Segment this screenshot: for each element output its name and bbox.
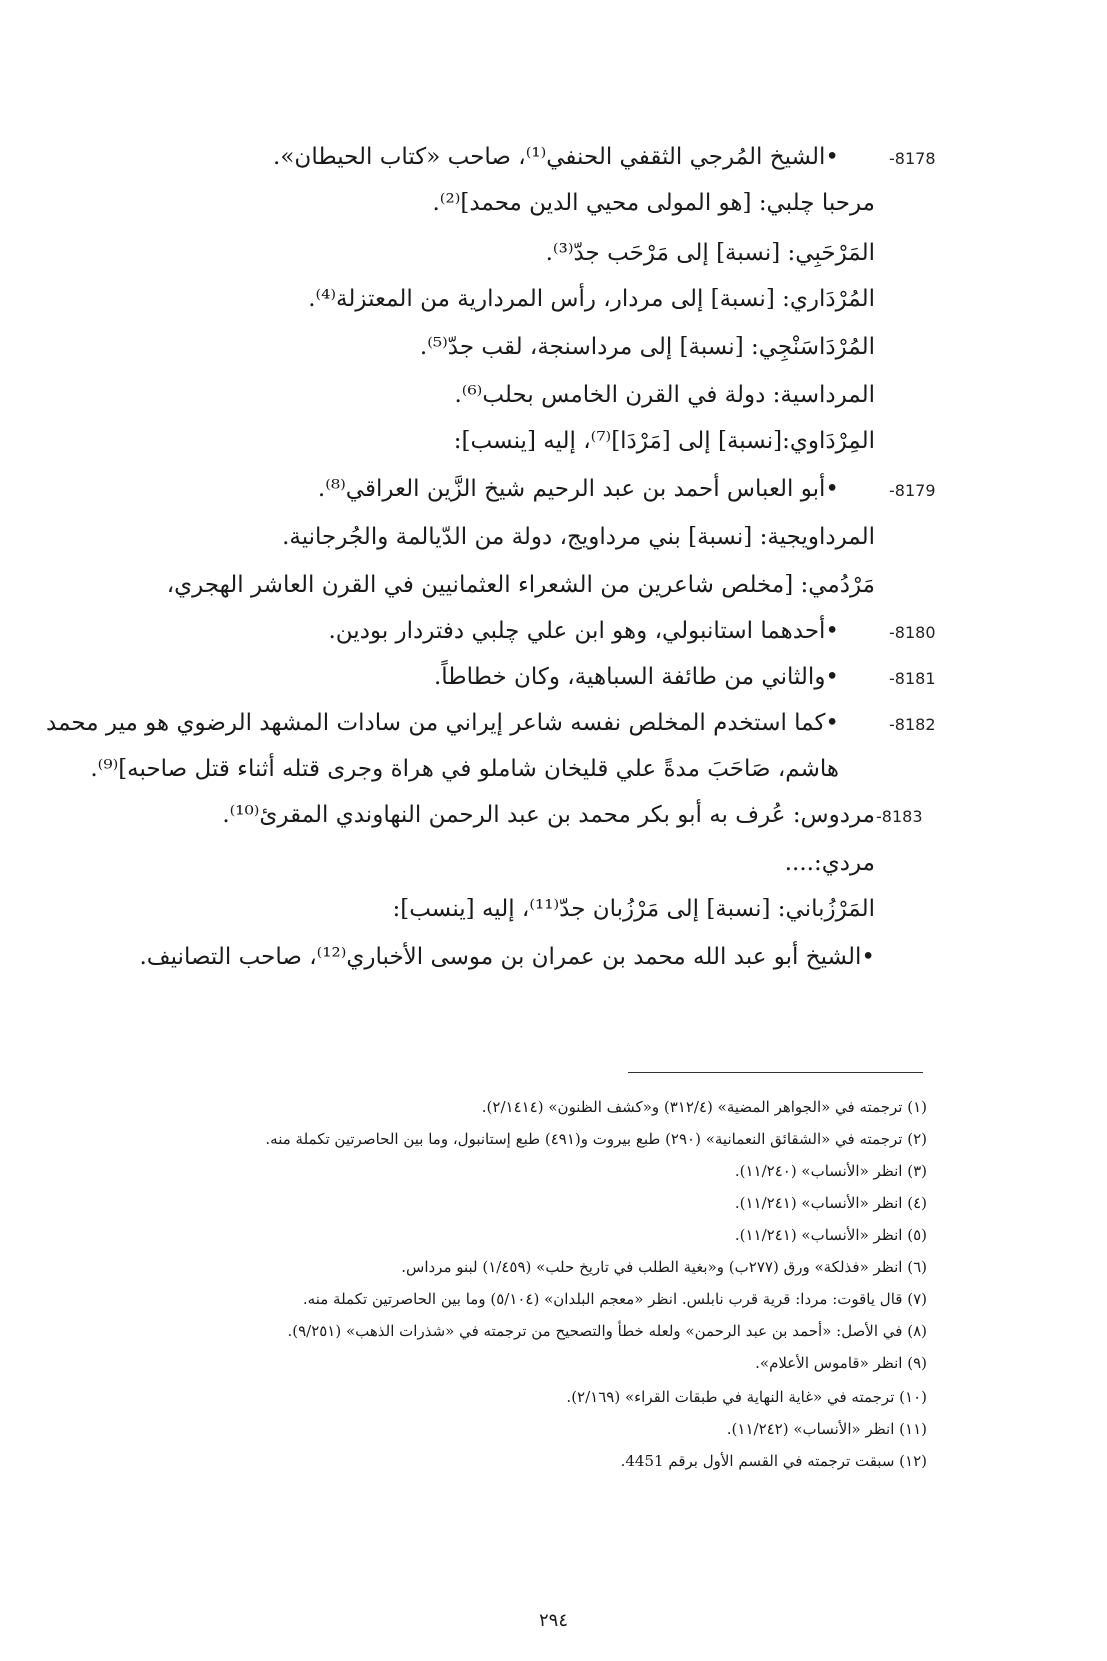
footnote: (٢) ترجمته في «الشقائق النعمانية» (٢٩٠) طبع بيروت و(٤٩١) طبع إستانبول، وما بين الحاصرتين تكملة منه. (265, 1130, 927, 1148)
entry-line: المَرْحَبِي: [نسبة] إلى مَرْحَب جدّ⁽³⁾. (545, 240, 875, 266)
footnote: (٣) انظر «الأنساب» (١١/٢٤٠). (734, 1162, 927, 1180)
footnote: (٥) انظر «الأنساب» (١١/٢٤١). (734, 1226, 927, 1244)
entry-line: •الشيخ أبو عبد الله محمد بن عمران بن موسى الأخباري⁽¹²⁾، صاحب التصانيف. (139, 944, 875, 970)
entry-line: المِرْدَاوي:[نسبة] إلى [مَرْدَا]⁽⁷⁾، إليه [ينسب]: (453, 428, 875, 454)
entry-line: المرداويجية: [نسبة] بني مرداويج، دولة من الدّيالمة والجُرجانية. (282, 524, 875, 550)
entry-line: •أبو العباس أحمد بن عبد الرحيم شيخ الزَّين العراقي⁽⁸⁾. (317, 476, 839, 502)
entry-number: -8183 (876, 807, 923, 826)
entry-line: •كما استخدم المخلص نفسه شاعر إيراني من سادات المشهد الرضوي هو مير محمد (46, 710, 839, 736)
footnote: (١٠) ترجمته في «غاية النهاية في طبقات القراء» (٢/١٦٩). (566, 1388, 927, 1406)
footnote-separator (628, 1072, 923, 1073)
page-number: ٢٩٤ (538, 1610, 568, 1631)
entry-line: المُرْدَاسَنْجِي: [نسبة] إلى مرداسنجة، لقب جدّ⁽⁵⁾. (419, 334, 875, 360)
footnote: (٩) انظر «قاموس الأعلام». (755, 1354, 927, 1372)
footnote: (١٢) سبقت ترجمته في القسم الأول برقم 4451. (620, 1452, 927, 1470)
entry-number: -8181 (889, 669, 936, 688)
entry-line: المُرْدَاري: [نسبة] إلى مردار، رأس المردارية من المعتزلة⁽⁴⁾. (308, 286, 875, 312)
footnote: (٧) قال ياقوت: مردا: قرية قرب نابلس. انظر «معجم البلدان» (٥/١٠٤) وما بين الحاصرتين تكملة منه. (302, 1290, 927, 1308)
entry-line: المرداسية: دولة في القرن الخامس بحلب⁽⁶⁾. (454, 382, 875, 408)
entry-line: •والثاني من طائفة السباهية، وكان خطاطاً. (433, 664, 839, 690)
footnote: (٦) انظر «فذلكة» ورق (٢٧٧ب) و«بغية الطلب في تاريخ حلب» (١/٤٥٩) لبنو مرداس. (401, 1258, 927, 1276)
entry-line: •أحدهما استانبولي، وهو ابن علي چلبي دفتردار بودين. (328, 618, 839, 644)
entry-line: مردي:.... (784, 850, 875, 876)
footnote: (٤) انظر «الأنساب» (١١/٢٤١). (734, 1194, 927, 1212)
entry-line: مَرْدُمي: [مخلص شاعرين من الشعراء العثمانيين في القرن العاشر الهجري، (166, 572, 875, 598)
entry-line: المَرْزُباني: [نسبة] إلى مَرْزُبان جدّ⁽¹¹⁾، إليه [ينسب]: (392, 896, 875, 922)
footnote: (٨) في الأصل: «أحمد بن عبد الرحمن» ولعله خطأ والتصحيح من ترجمته في «شذرات الذهب» (٩/٢٥١). (287, 1322, 927, 1340)
entry-number: -8178 (889, 149, 936, 168)
footnote: (١) ترجمته في «الجواهر المضية» (٣١٢/٤) و«كشف الظنون» (٢/١٤١٤). (481, 1098, 927, 1116)
entry-number: -8180 (889, 623, 936, 642)
entry-line: هاشم، صَاحَبَ مدةً علي قليخان شاملو في هراة وجرى قتله أثناء قتل صاحبه]⁽⁹⁾. (90, 756, 839, 782)
entry-number: -8179 (889, 481, 936, 500)
entry-line: •الشيخ المُرجي الثقفي الحنفي⁽¹⁾، صاحب «كتاب الحيطان». (273, 144, 839, 170)
entry-line: مردوس: عُرف به أبو بكر محمد بن عبد الرحمن النهاوندي المقرئ⁽¹⁰⁾. (222, 802, 875, 828)
footnote: (١١) انظر «الأنساب» (١١/٢٤٢). (726, 1420, 927, 1438)
entry-number: -8182 (889, 715, 936, 734)
entry-line: مرحبا چلبي: [هو المولى محيي الدين محمد]⁽²⁾. (432, 190, 875, 216)
